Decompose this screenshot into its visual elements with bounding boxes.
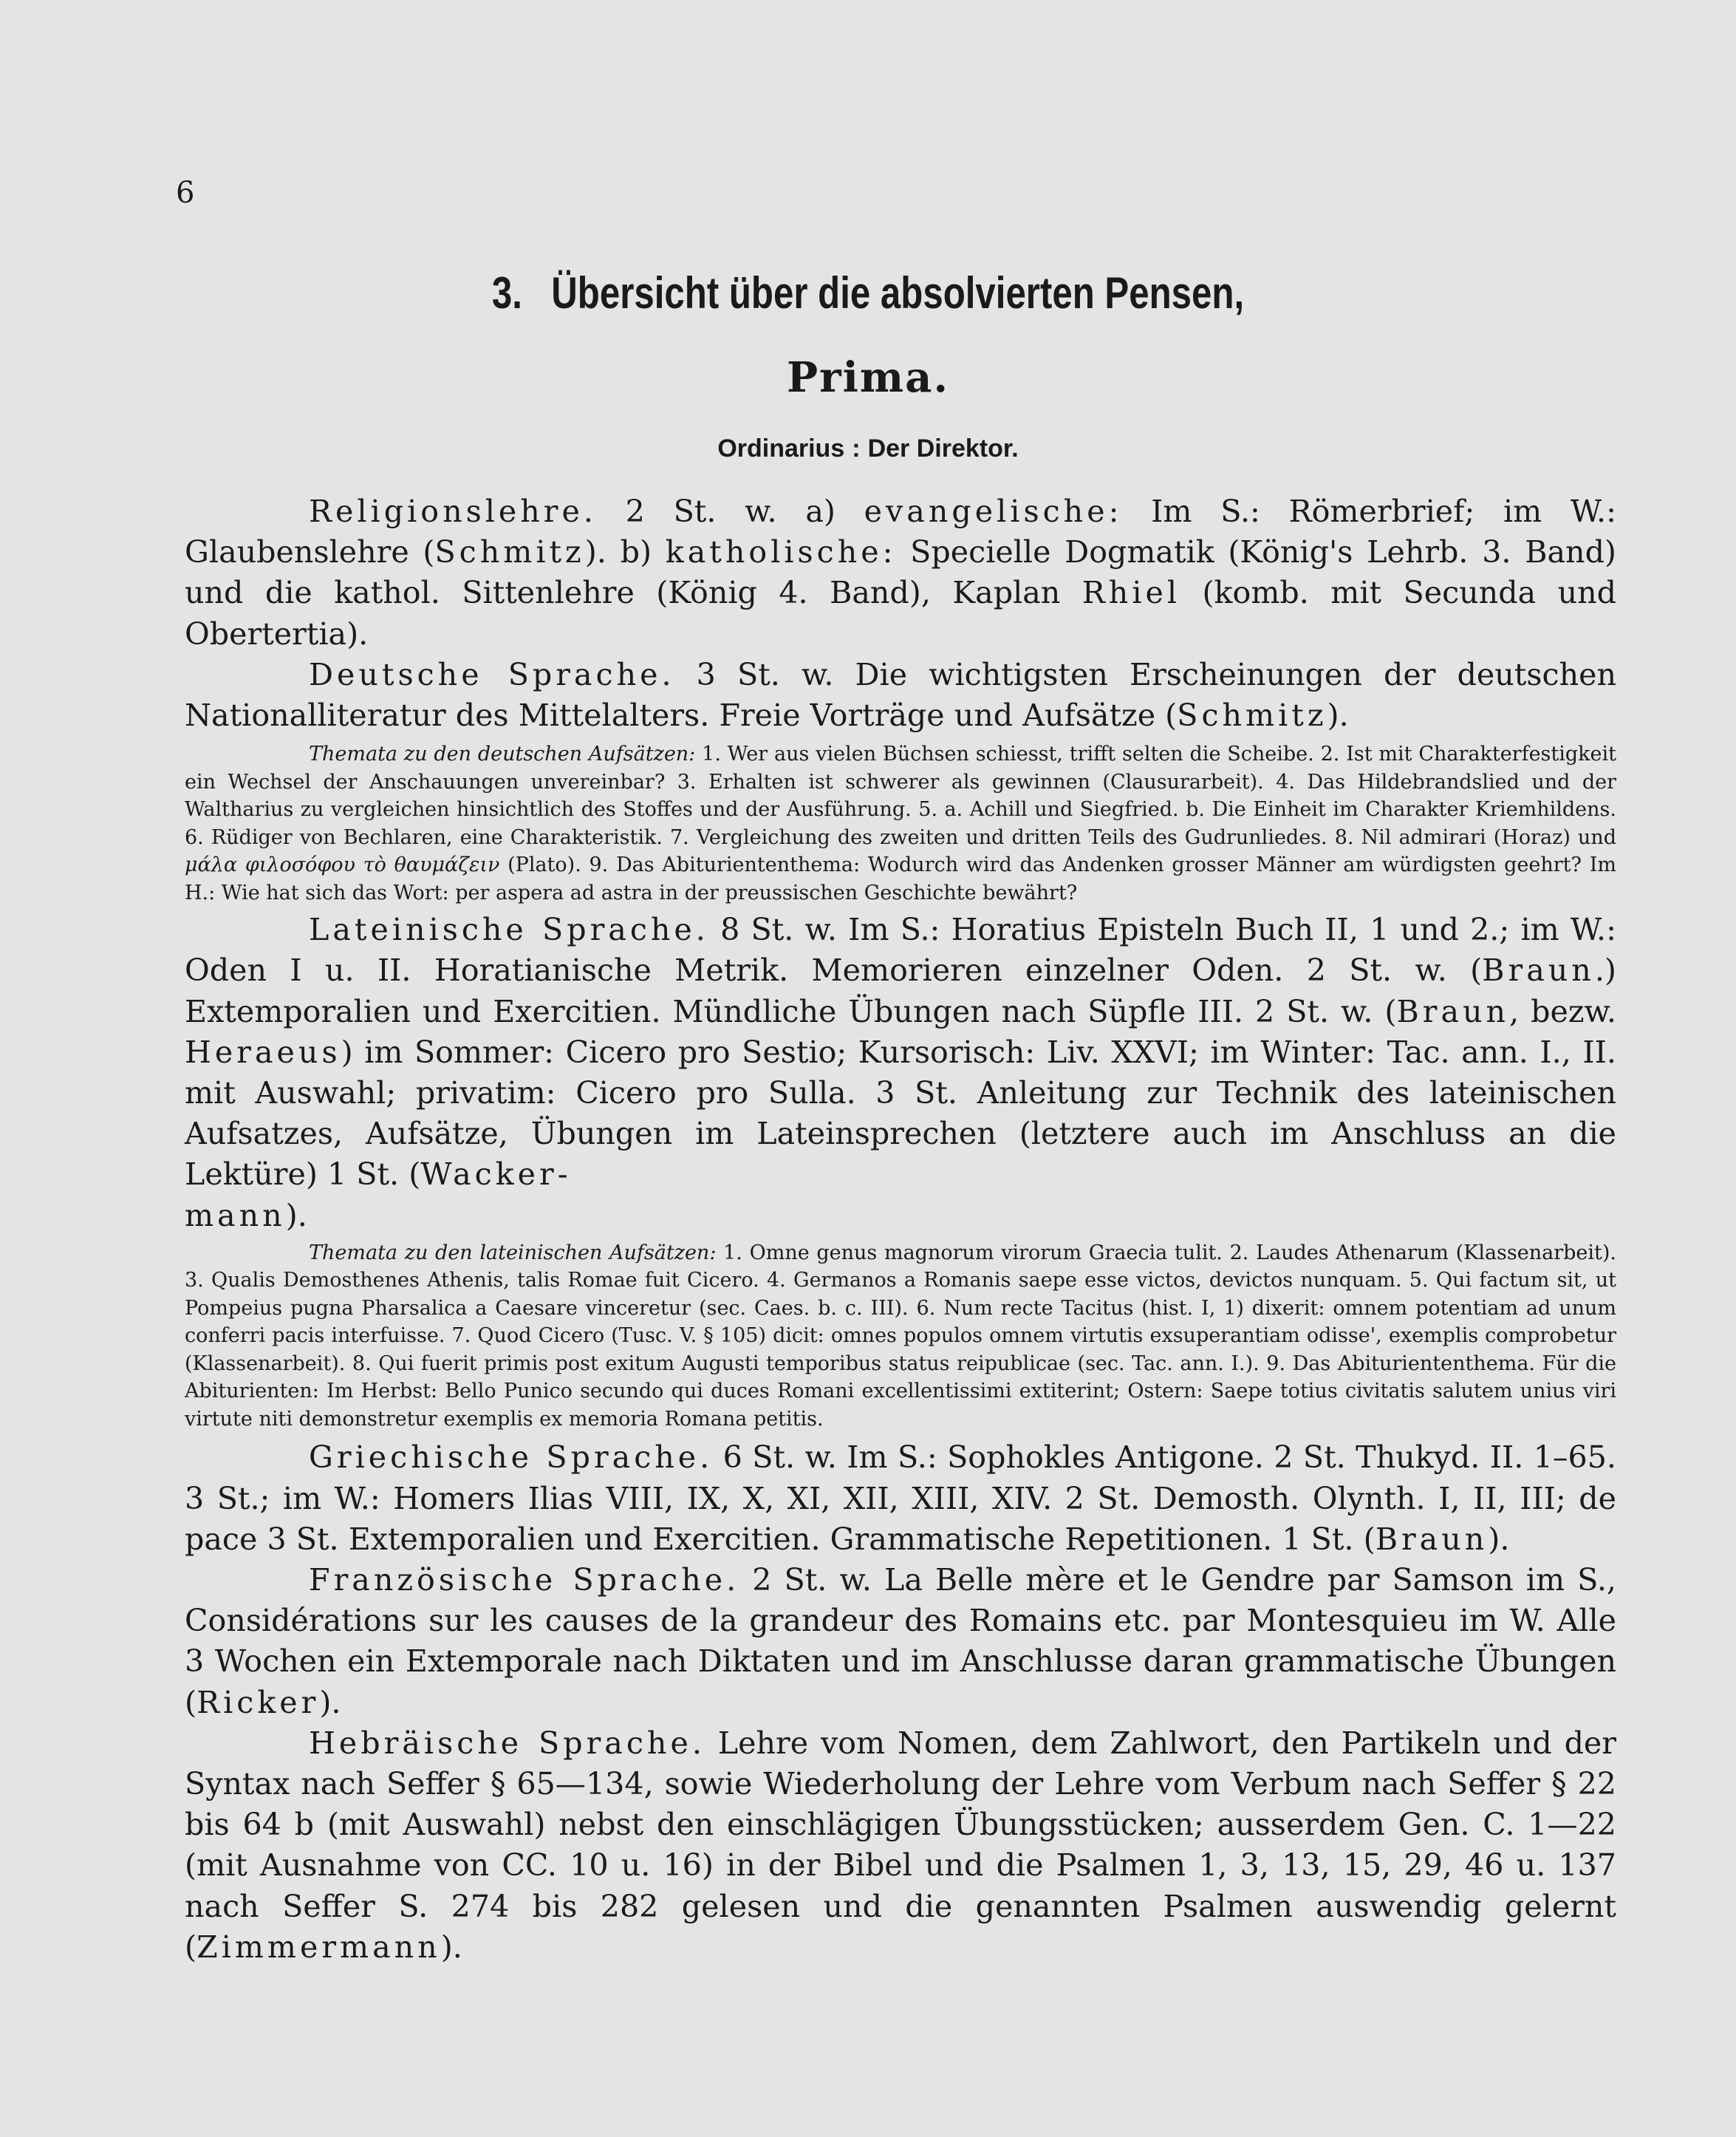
subject-hebraeisch: Hebräische Sprache. (309, 1725, 705, 1761)
paragraph-deutsch (185, 655, 1616, 736)
teacher-name: Braun (1396, 993, 1510, 1029)
subject-griechisch: Griechische Sprache. (309, 1439, 714, 1476)
page-number: 6 (176, 176, 195, 210)
ordinarius-line (0, 434, 1736, 463)
denomination-katholisch: katholische: (665, 534, 897, 570)
body-text (185, 491, 1616, 1968)
text-span: (komb. mit Secunda und Obertertia). (185, 575, 1616, 652)
ordinarius-separator: : (852, 434, 861, 463)
themata-deutsch (185, 740, 1616, 907)
teacher-name: mann (185, 1197, 286, 1233)
greek-quote: μάλα φιλοσόφου τὸ θαυμάζειν (185, 853, 500, 877)
teacher-name: Rhiel (1081, 575, 1181, 611)
teacher-name: Schmitz (434, 534, 585, 570)
themata-label: Themata zu den deutschen Aufsätzen: (309, 743, 696, 766)
teacher-name: Zimmermann (197, 1929, 441, 1965)
text-span: 3 St. w. Die wichtigsten Erscheinungen der deutschen Nationalliteratur des Mittelalters. Freie Vorträge und Aufsätze ( (185, 656, 1616, 734)
section-title (157, 267, 1580, 318)
text-span: 1. Omne genus magnorum virorum Graecia tulit. 2. Laudes Athenarum (Klassenarbeit). 3. Qualis Demosthenes Athenis, talis Romae fuit Cicero. 4. Germanos a Romanis saepe esse victos, devictos nunquam. 5. Qui factum sit, ut Pompeius pugna Pharsalica a Caesare vinceretur (sec. Caes. b. c. III). 6. Num recte Tacitus (hist. I, 1) dixerit: omnem potentiam ad unum conferri pacis interfuisse. 7. Quod Cicero (Tusc. V. § 105) dicit: omnes populos omnem virtutis exsuperantiam odisse', exemplis comprobetur (Klassenarbeit). 8. Qui fuerit primis post exitum Augusti temporibus status reipublicae (sec. Tac. ann. I.). 9. Das Abituriententhema. Für die Abiturienten: Im Herbst: Bello Punico secundo qui duces Romani excellentissimi extiterint; Ostern: Saepe totius civitatis salutem unius viri virtute niti demonstretur exemplis ex memoria Romana petitis. (185, 1241, 1616, 1431)
text-span: Im S.: Römerbrief; im W.: Glaubenslehre ( (185, 494, 1617, 570)
text-span: 2 St. w. La Belle mère et le Gendre par Samson im S., Considérations sur les causes de la grandeur des Romains etc. par Montesquieu im W. Alle 3 Wochen ein Extemporale nach Diktaten und im Anschlusse daran grammatische Übungen ( (185, 1561, 1617, 1720)
subject-deutsch: Deutsche Sprache. (309, 656, 675, 692)
themata-latein (185, 1239, 1616, 1434)
subject-latein: Lateinische Sprache. (309, 912, 709, 948)
text-span: 2 St. w. a) (596, 494, 864, 529)
text-span: ). (440, 1929, 462, 1965)
paragraph-religion (185, 491, 1616, 655)
text-span: , bezw. (1509, 993, 1616, 1029)
text-span: ). (1488, 1521, 1510, 1557)
text-span: 8 St. w. Im S.: Horatius Episteln Buch II, 1 und 2.; im W.: Oden I u. II. Horatianische Metrik. Memorieren einzelner Oden. 2 St. w. ( (185, 912, 1616, 989)
themata-label: Themata zu den lateinischen Aufsätzen: (309, 1241, 717, 1264)
text-span: ). b) (584, 534, 666, 570)
teacher-name: Wacker- (420, 1156, 572, 1193)
text-span: 1. Wer aus vielen Büchsen schiesst, trifft selten die Scheibe. 2. Ist mit Charakterfestigkeit ein Wechsel der Anschauungen unvereinbar? 3. Erhalten ist schwerer als gewinnen (Clausurarbeit). 4. Das Hildebrandslied und der Waltharius zu vergleichen hinsichtlich des Stoffes und der Ausführung. 5. a. Achill und Siegfried. b. Die Einheit im Charakter Kriemhildens. 6. Rüdiger von Bechlaren, eine Charakteristik. 7. Vergleichung des zweiten und dritten Teils des Gudrunliedes. 8. Nil admirari (Horaz) und (185, 743, 1617, 849)
section-number: 3. (491, 268, 522, 318)
paragraph-hebraeisch (185, 1723, 1616, 1968)
ordinarius-name: Der Direktor. (867, 434, 1019, 463)
text-span: 6 St. w. Im S.: Sophokles Antigone. 2 St. Thukyd. II. 1–65. 3 St.; im W.: Homers Ilias VIII, IX, X, XI, XII, XIII, XIV. 2 St. Demosth. Olynth. I, II, III; de pace 3 St. Extemporalien und Exercitien. Grammatische Repetitionen. 1 St. ( (185, 1439, 1617, 1557)
text-span: Specielle Dogmatik (König's Lehrb. 3. Band) und die kathol. Sittenlehre (König 4. Band), Kaplan (185, 534, 1616, 611)
text-span: ) im Sommer: Cicero pro Sestio; Kursorisch: Liv. XXVI; im Winter: Tac. ann. I., II. mit Auswahl; privatim: Cicero pro Sulla. 3 St. Anleitung zur Technik des lateinischen Aufsatzes, Aufsätze, Übungen im Lateinsprechen (letztere auch im Anschluss an die Lektüre) 1 St. ( (185, 1034, 1616, 1193)
text-span: ). (1327, 698, 1349, 734)
text-span: Lehre vom Nomen, dem Zahlwort, den Partikeln und der Syntax nach Seffer § 65—134, sowie Wiederholung der Lehre vom Verbum nach Seffer § 22 bis 64 b (mit Auswahl) nebst den einschlägigen Übungsstücken; ausserdem Gen. C. 1—22 (mit Ausnahme von CC. 10 u. 16) in der Bibel und die Psalmen 1, 3, 13, 15, 29, 46 u. 137 nach Seffer S. 274 bis 282 gelesen und die genannten Psalmen auswendig gelernt ( (185, 1725, 1616, 1965)
teacher-name: Schmitz (1177, 698, 1327, 734)
subject-franzoesisch: Französische Sprache. (309, 1561, 740, 1598)
teacher-name: Ricker (197, 1684, 320, 1720)
subject-religion: Religionslehre. (309, 494, 597, 529)
text-span: ). (285, 1197, 307, 1233)
teacher-name: Braun (1482, 952, 1595, 989)
denomination-evangelisch: evangelische: (864, 494, 1123, 529)
ordinarius-label: Ordinarius (717, 434, 845, 463)
teacher-name: Heraeus (185, 1034, 341, 1070)
text-span: ). (319, 1684, 341, 1720)
paragraph-griechisch (185, 1437, 1616, 1560)
text-span: .) Extemporalien und Exercitien. Mündliche Übungen nach Süpfle III. 2 St. w. ( (185, 952, 1616, 1029)
section-title-text: Übersicht über die absolvierten Pensen, (551, 268, 1245, 318)
paragraph-latein (185, 910, 1616, 1236)
text-span: (Plato). 9. Das Abituriententhema: Wodurch wird das Andenken grosser Männer am würdigsten geehrt? Im H.: Wie hat sich das Wort: per aspera ad astra in der preussischen Geschichte bewährt? (185, 853, 1616, 904)
class-title: Prima. (787, 353, 949, 402)
paragraph-franzoesisch (185, 1560, 1616, 1723)
teacher-name: Braun (1375, 1521, 1489, 1557)
